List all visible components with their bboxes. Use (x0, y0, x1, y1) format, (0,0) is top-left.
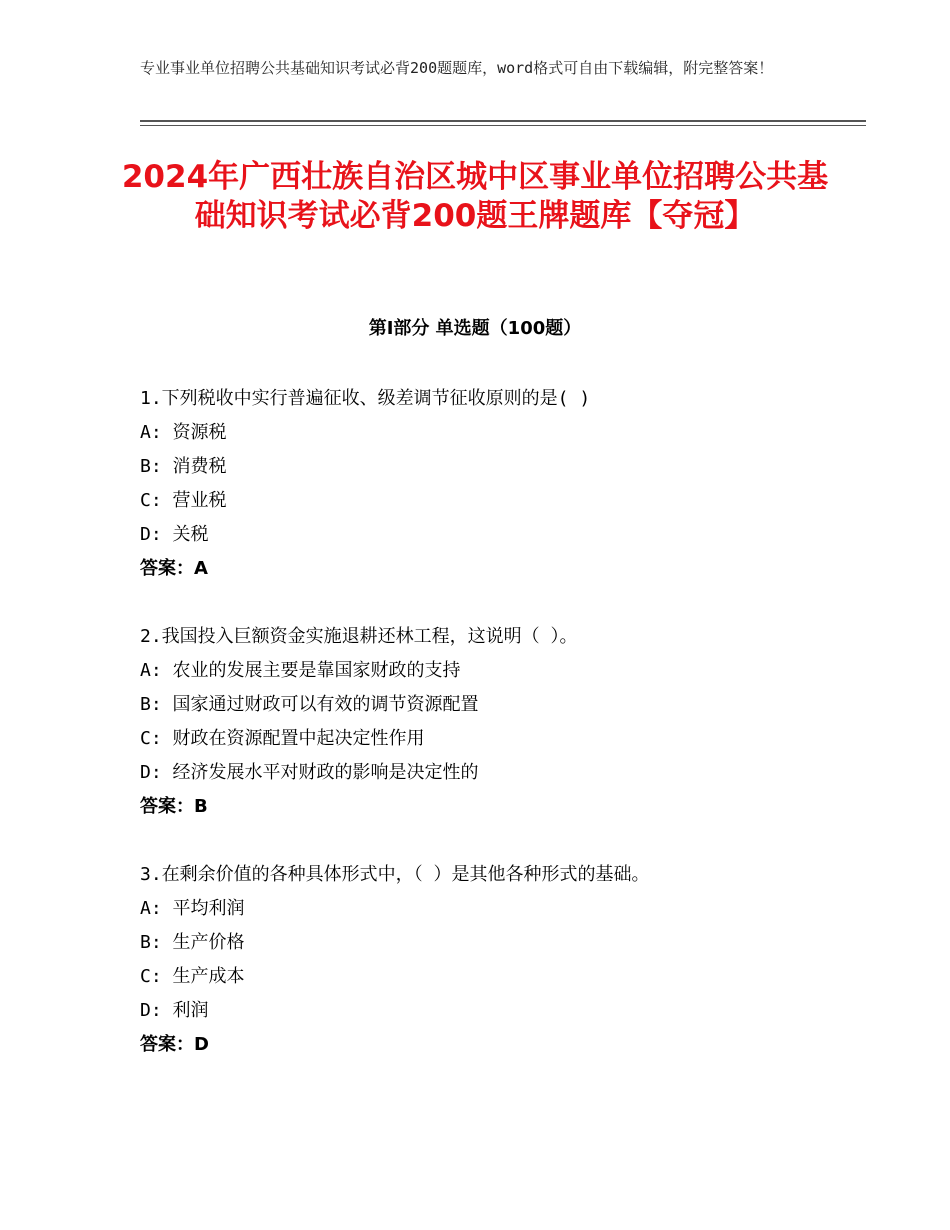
option-c: C: 财政在资源配置中起决定性作用 (140, 728, 425, 749)
option-b: B: 消费税 (140, 456, 227, 477)
answer: 答案：D (140, 1034, 209, 1055)
option-d: D: 关税 (140, 524, 209, 545)
question-stem: 3.在剩余价值的各种具体形式中，（ ）是其他各种形式的基础。 (140, 864, 650, 885)
option-d: D: 经济发展水平对财政的影响是决定性的 (140, 762, 479, 783)
header-note: 专业事业单位招聘公共基础知识考试必背200题题库，word格式可自由下载编辑，附完整答案！ (140, 59, 774, 77)
document-title: 2024年广西壮族自治区城中区事业单位招聘公共基础知识考试必背200题王牌题库【夺冠】 (121, 159, 829, 234)
question-1 (140, 382, 860, 586)
option-a: A: 平均利润 (140, 898, 245, 919)
question-stem: 2.我国投入巨额资金实施退耕还林工程，这说明（ ）。 (140, 626, 578, 647)
option-d: D: 利润 (140, 1000, 209, 1021)
question-stem: 1.下列税收中实行普遍征收、级差调节征收原则的是( ) (140, 388, 591, 409)
option-a: A: 农业的发展主要是靠国家财政的支持 (140, 660, 461, 681)
option-a: A: 资源税 (140, 422, 227, 443)
option-c: C: 生产成本 (140, 966, 245, 987)
option-c: C: 营业税 (140, 490, 227, 511)
answer: 答案：A (140, 558, 208, 579)
question-3 (140, 858, 860, 1062)
option-b: B: 生产价格 (140, 932, 245, 953)
header-divider-thick (140, 120, 866, 122)
option-b: B: 国家通过财政可以有效的调节资源配置 (140, 694, 479, 715)
header-divider-thin (140, 125, 866, 126)
answer: 答案：B (140, 796, 208, 817)
section-heading: 第I部分 单选题（100题） (368, 318, 582, 339)
question-2 (140, 620, 860, 824)
question-list (140, 382, 860, 1096)
